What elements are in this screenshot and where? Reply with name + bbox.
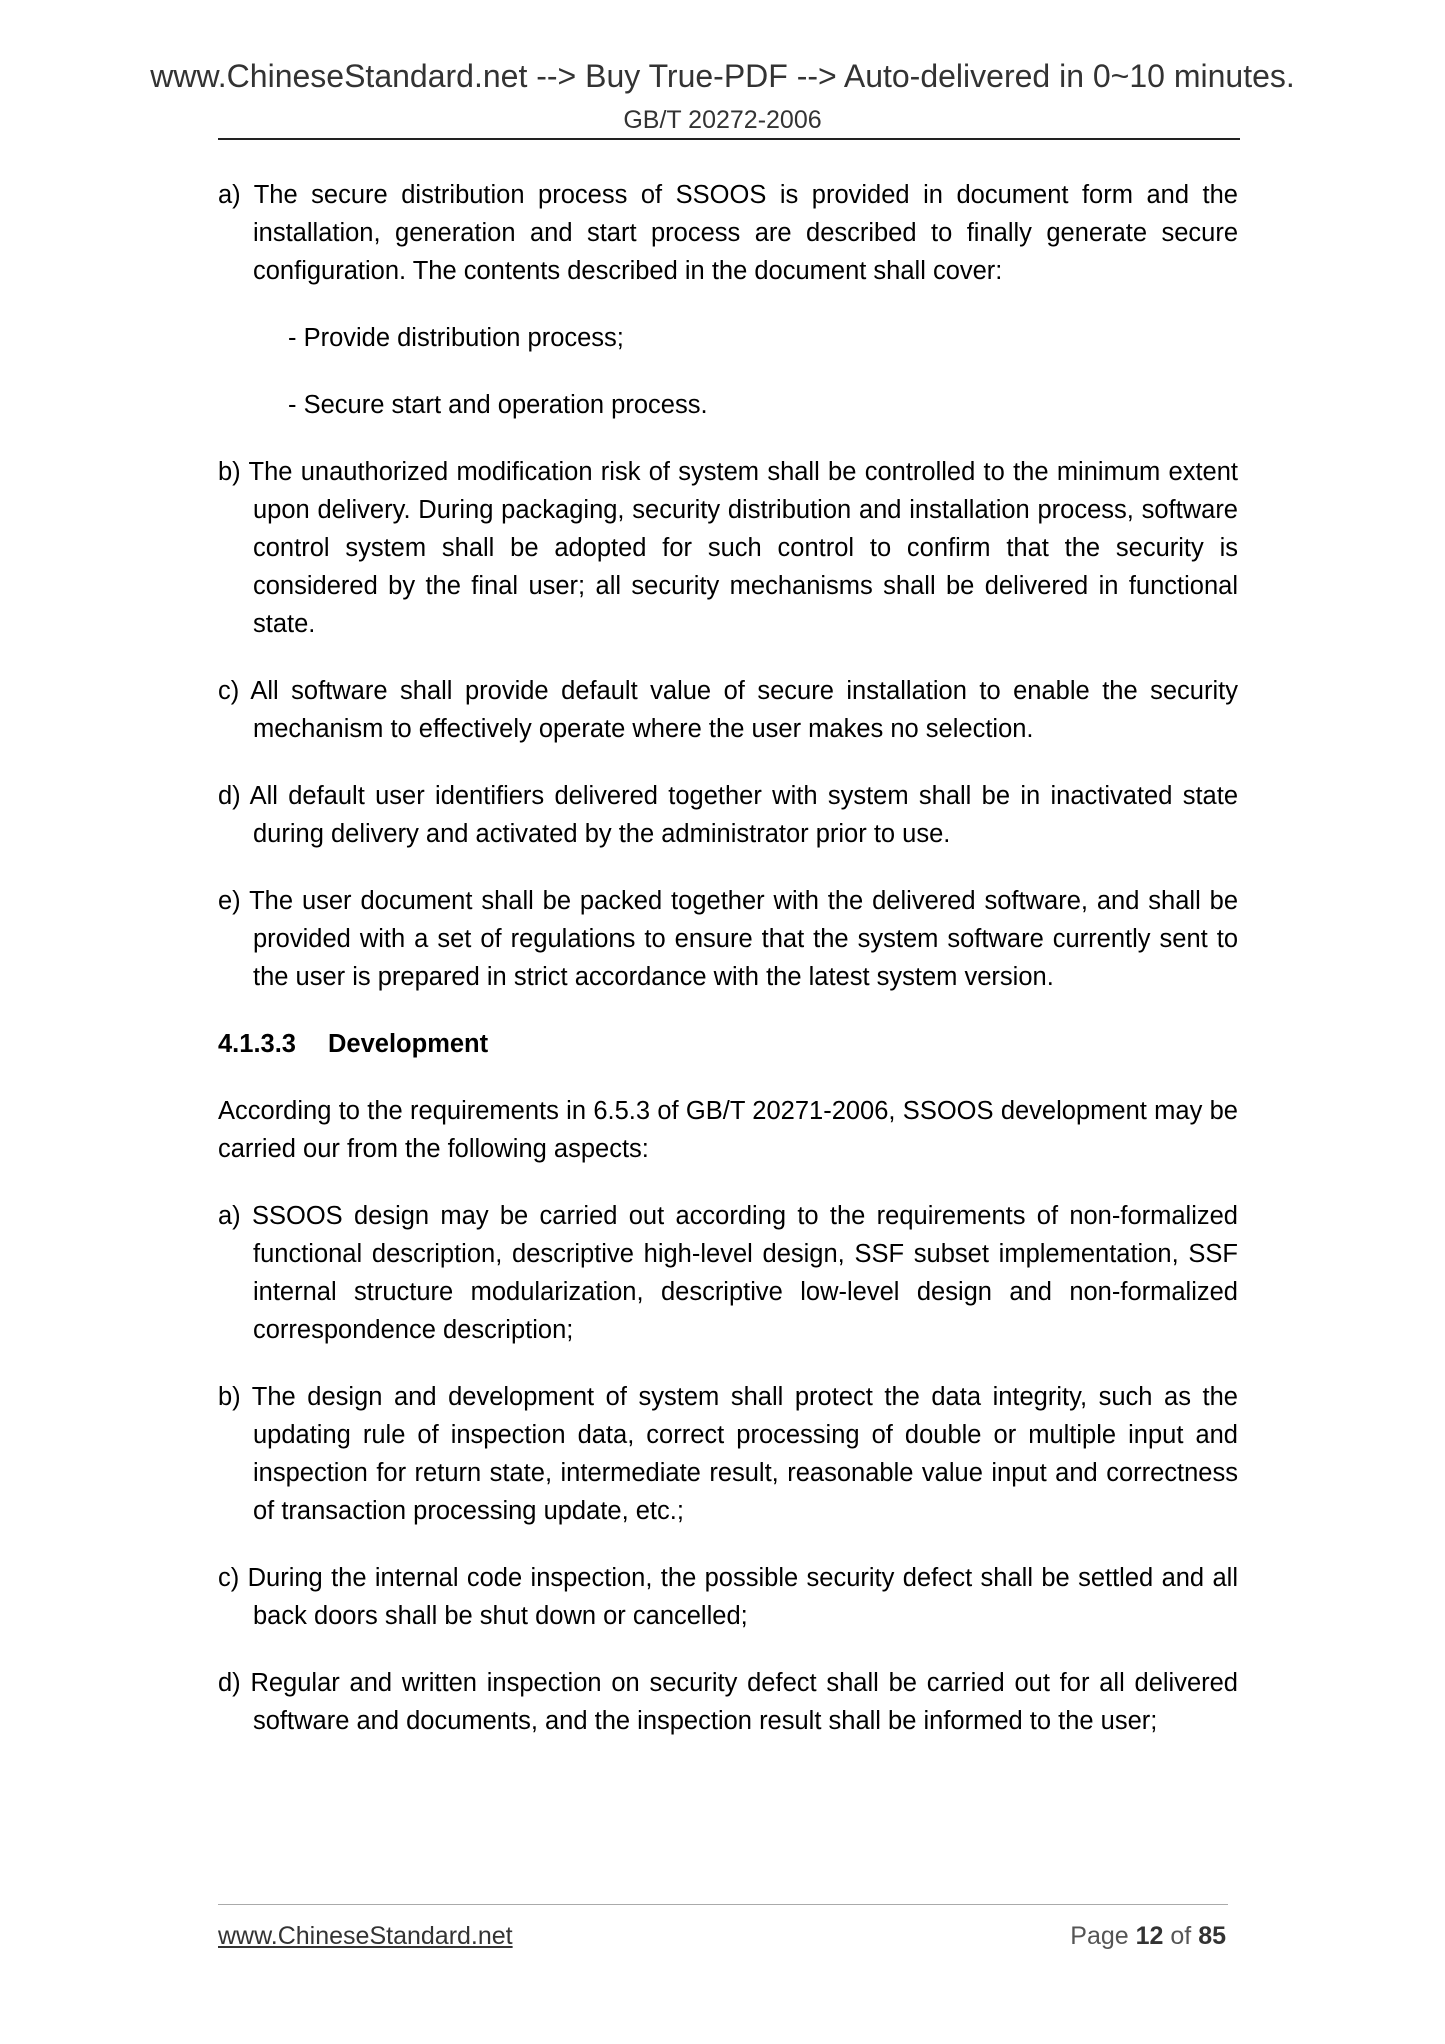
dash-item: - Secure start and operation process.: [288, 391, 708, 419]
list-item: e) The user document shall be packed together with the delivered software, and shall be provided with a set of regulations to ensure that the system software currently sent to the user is prepared in strict accordance with the latest system version.: [218, 887, 1238, 991]
page-label: Page: [1070, 1922, 1129, 1950]
list-item: d) Regular and written inspection on security defect shall be carried out for all delivered software and documents, and the inspection result shall be informed to the user;: [218, 1669, 1238, 1735]
section-number: 4.1.3.3: [218, 1030, 296, 1058]
section-heading: [218, 1025, 1238, 1063]
section-title: Development: [328, 1030, 489, 1058]
document-body: [218, 176, 1238, 1769]
list-item: c) During the internal code inspection, the possible security defect shall be settled and all back doors shall be shut down or cancelled;: [218, 1564, 1238, 1630]
dash-item: - Provide distribution process;: [288, 324, 624, 352]
standard-number: GB/T 20272-2006: [623, 106, 822, 134]
list-item: c) All software shall provide default value of secure installation to enable the security mechanism to effectively operate where the user makes no selection.: [218, 677, 1238, 743]
footer-website-link[interactable]: www.ChineseStandard.net: [218, 1922, 513, 1950]
page-current: 12: [1135, 1922, 1164, 1950]
header-divider: [218, 138, 1240, 140]
footer-divider: [218, 1904, 1228, 1905]
list-item: d) All default user identifiers delivered together with system shall be in inactivated state during delivery and activated by the administrator prior to use.: [218, 782, 1238, 848]
page-indicator: [1070, 1922, 1226, 1951]
page-of: of: [1170, 1922, 1192, 1950]
list-item: b) The design and development of system shall protect the data integrity, such as the updating rule of inspection data, correct processing of double or multiple input and inspection for return state, intermediate result, reasonable value input and correctness of transaction processing update, etc.;: [218, 1383, 1238, 1525]
list-item: a) The secure distribution process of SSOOS is provided in document form and the installation, generation and start process are described to finally generate secure configuration. The contents described in the document shall cover:: [218, 181, 1238, 285]
header-title: www.ChineseStandard.net --> Buy True-PDF --> Auto-delivered in 0~10 minutes.: [150, 58, 1295, 94]
page-total: 85: [1198, 1922, 1226, 1950]
list-item: b) The unauthorized modification risk of system shall be controlled to the minimum extent upon delivery. During packaging, security distribution and installation process, software control system shall be adopted for such control to confirm that the security is considered by the final user; all security mechanisms shall be delivered in functional state.: [218, 458, 1238, 638]
list-item: a) SSOOS design may be carried out according to the requirements of non-formalized functional description, descriptive high-level design, SSF subset implementation, SSF internal structure modularization, descriptive low-level design and non-formalized correspondence description;: [218, 1202, 1238, 1344]
section-intro: According to the requirements in 6.5.3 of GB/T 20271-2006, SSOOS development may be carried our from the following aspects:: [218, 1097, 1238, 1163]
